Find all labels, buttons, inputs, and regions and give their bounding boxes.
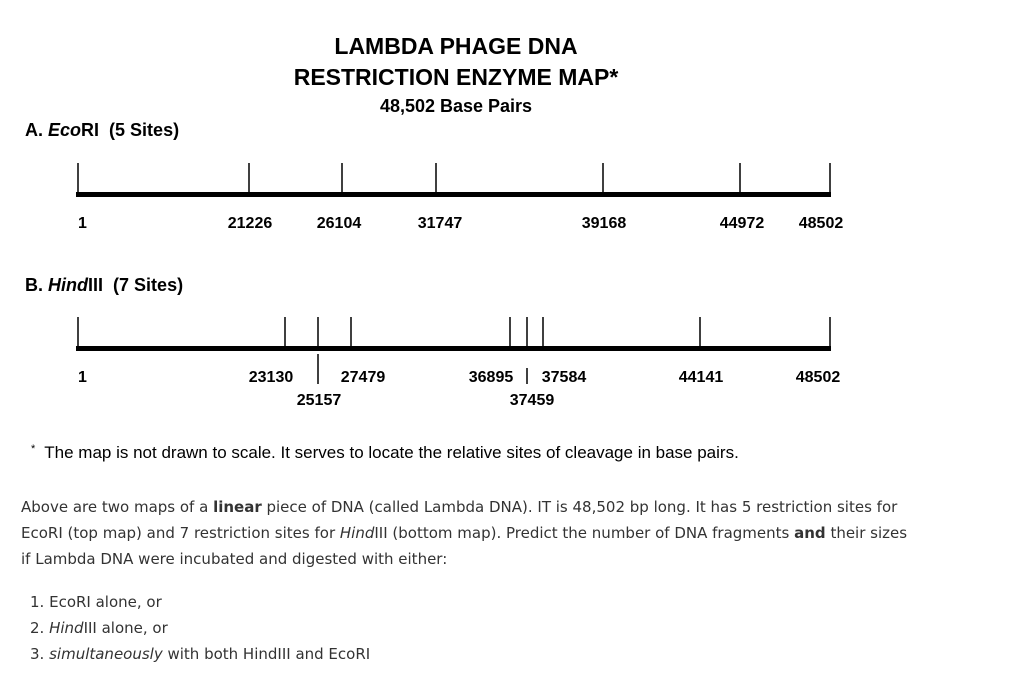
hindiii-position-label: 37459 [509, 392, 555, 409]
footnote-marker: * [31, 443, 36, 455]
list-item-simultaneously-italic: simultaneously [49, 645, 163, 663]
hindiii-dna-line [76, 346, 831, 351]
ecori-enzyme-italic: Eco [48, 120, 82, 140]
ecori-position-label: 39168 [581, 215, 627, 232]
hindiii-label-prefix: B. [25, 275, 43, 295]
paragraph-part: Above are two maps of a [21, 498, 214, 516]
hindiii-sites-count: (7 Sites) [113, 275, 184, 295]
ecori-map [76, 163, 843, 232]
ecori-position-label: 44972 [719, 215, 765, 232]
paragraph-and-bold: and [794, 524, 826, 542]
map-title-line1: LAMBDA PHAGE DNA [334, 33, 578, 59]
list-item-number: 2. [30, 619, 50, 637]
hindiii-position-label: 36895 [468, 369, 514, 386]
paragraph-part: their sizes if Lambda DNA were incubated and digested with either: [21, 524, 908, 568]
hindiii-position-label: 44141 [678, 369, 724, 386]
ecori-label-prefix: A. [25, 120, 43, 140]
list-item-number: 1. [30, 593, 50, 611]
list-item-number: 3. [30, 645, 50, 663]
hindiii-enzyme-italic: Hind [48, 275, 89, 295]
hindiii-position-label: 37584 [541, 369, 587, 386]
paragraph-linear-bold: linear [213, 498, 262, 516]
ecori-position-label: 1 [78, 215, 87, 232]
paragraph-hind-italic: Hind [339, 524, 375, 542]
hindiii-position-label: 1 [78, 369, 87, 386]
list-item-text: III alone, or [83, 619, 168, 637]
map-title-line2: RESTRICTION ENZYME MAP* [293, 64, 619, 90]
footnote-text: The map is not drawn to scale. It serves to locate the relative sites of cleavage in base pairs. [44, 443, 739, 462]
hindiii-position-label: 48502 [795, 369, 841, 386]
ecori-position-label: 48502 [798, 215, 844, 232]
list-item-text: with both HindIII and EcoRI [162, 645, 371, 663]
ecori-position-label: 21226 [227, 215, 273, 232]
question-list [30, 589, 370, 667]
hindiii-position-label: 25157 [296, 392, 342, 409]
list-item [30, 615, 370, 641]
list-item-hind-italic: Hind [49, 619, 84, 637]
hindiii-position-label: 27479 [340, 369, 386, 386]
list-item [30, 641, 370, 667]
paragraph-part: III (bottom map). Predict the number of DNA fragments [374, 524, 795, 542]
ecori-dna-line [76, 192, 831, 197]
ecori-enzyme-rest: RI [81, 120, 100, 140]
list-item [30, 589, 370, 615]
ecori-position-label: 31747 [417, 215, 463, 232]
map-subtitle: 48,502 Base Pairs [379, 96, 533, 116]
hindiii-map [76, 317, 840, 409]
paragraph-part: piece of DNA (called Lambda DNA). IT is 48,502 bp long. It has 5 restriction sites for EcoRI (top map) and 7 restriction sites for [21, 498, 898, 542]
ecori-position-label: 26104 [316, 215, 362, 232]
hindiii-enzyme-rest: III [88, 275, 104, 295]
scale-footnote [31, 443, 739, 463]
ecori-sites-count: (5 Sites) [109, 120, 180, 140]
list-item-text: EcoRI alone, or [49, 593, 162, 611]
question-paragraph [21, 494, 921, 572]
hindiii-position-label: 23130 [248, 369, 294, 386]
